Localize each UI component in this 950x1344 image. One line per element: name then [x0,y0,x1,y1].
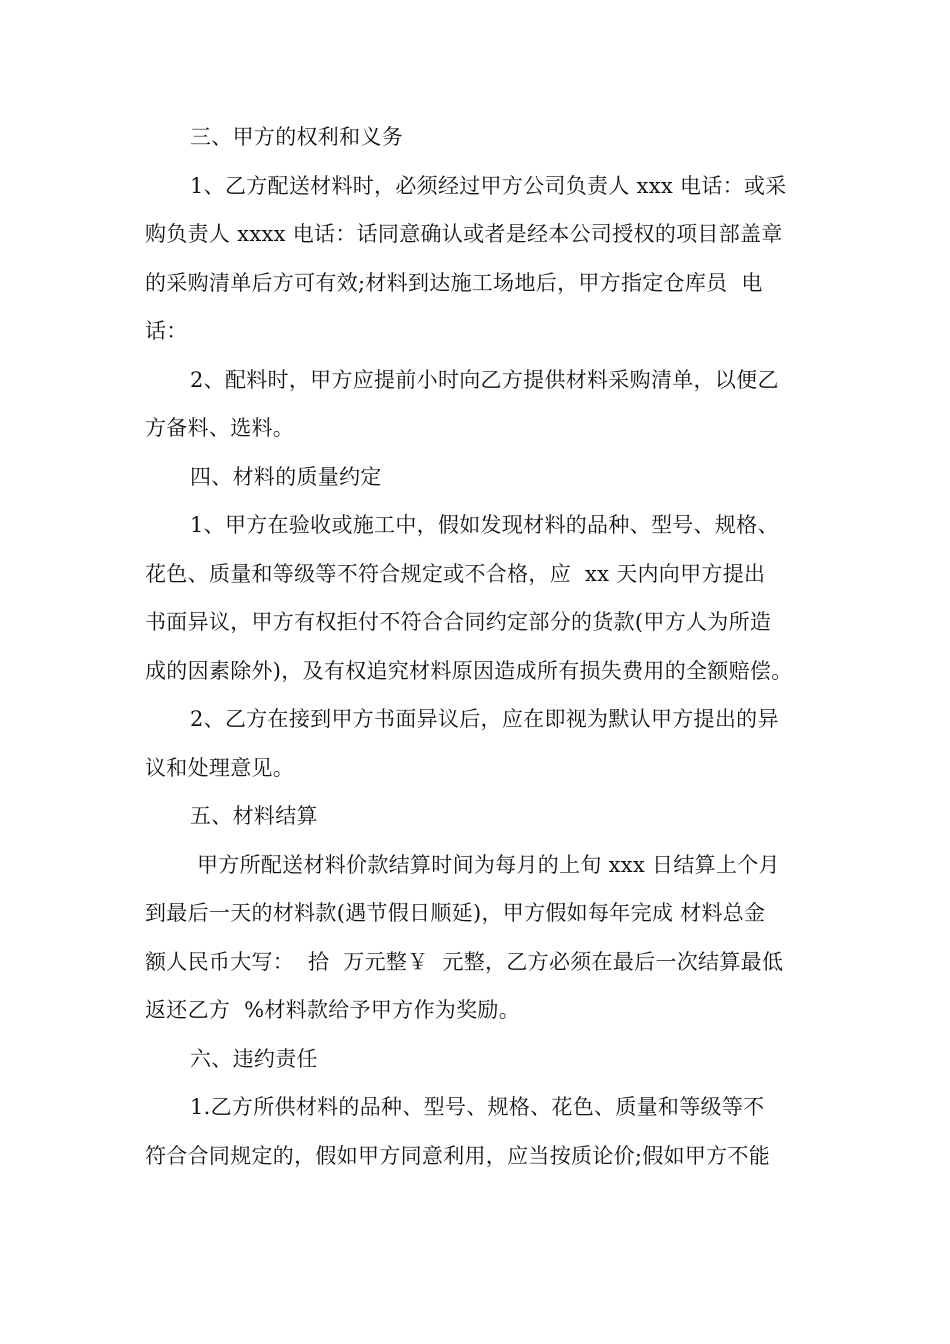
paragraph [145,501,825,695]
text-line: 四、材料的质量约定 [190,464,382,489]
text-line: 成的因素除外)，及有权追究材料原因造成所有损失费用的全额赔偿。 [145,658,793,683]
text-line: 六、违约责任 [190,1046,318,1071]
text-line: 议和处理意见。 [145,755,295,780]
paragraph [145,1083,825,1180]
text-line: 三、甲方的权利和义务 [190,125,403,149]
text-line: 2、乙方在接到甲方书面异议后，应在即视为默认甲方提出的异 [190,707,779,731]
paragraph [145,356,825,453]
document-body [145,113,825,1180]
text-line: 花色、质量和等级等不符合规定或不合格，应 xx 天内向甲方提出 [145,561,766,586]
text-line: 话： [145,319,188,343]
paragraph [145,695,825,792]
paragraph [145,113,825,162]
text-line: 1、甲方在验收或施工中，假如发现材料的品种、型号、规格、 [190,513,779,537]
text-line: 返还乙方 %材料款给予甲方作为奖励。 [145,998,521,1022]
text-line: 方备料、选料。 [145,416,295,440]
paragraph [145,792,825,841]
text-line: 购负责人 xxxx 电话：话同意确认或者是经本公司授权的项目部盖章 [145,222,783,246]
text-line: 1.乙方所供材料的品种、型号、规格、花色、质量和等级等不 [190,1095,765,1119]
text-line: 1、乙方配送材料时，必须经过甲方公司负责人 xxx 电话：或采 [190,173,787,198]
text-line: 五、材料结算 [190,804,318,828]
paragraph [145,162,825,356]
text-line: 额人民币大写： 拾 万元整￥ 元整，乙方必须在最后一次结算最低 [145,949,784,974]
text-line: 书面异议，甲方有权拒付不符合合同约定部分的货款(甲方人为所造 [145,610,772,634]
paragraph [145,841,825,1035]
text-line: 到最后一天的材料款(遇节假日顺延)，甲方假如每年完成 材料总金 [145,901,766,925]
paragraph [145,1035,825,1084]
text-line: 符合合同规定的，假如甲方同意利用，应当按质论价;假如甲方不能 [145,1143,771,1168]
paragraph [145,453,825,502]
text-line: 的采购清单后方可有效;材料到达施工场地后，甲方指定仓库员 电 [145,270,763,295]
text-line: 2、配料时，甲方应提前小时向乙方提供材料采购清单，以便乙 [190,367,779,392]
text-line: 甲方所配送材料价款结算时间为每月的上旬 xxx 日结算上个月 [190,852,780,877]
